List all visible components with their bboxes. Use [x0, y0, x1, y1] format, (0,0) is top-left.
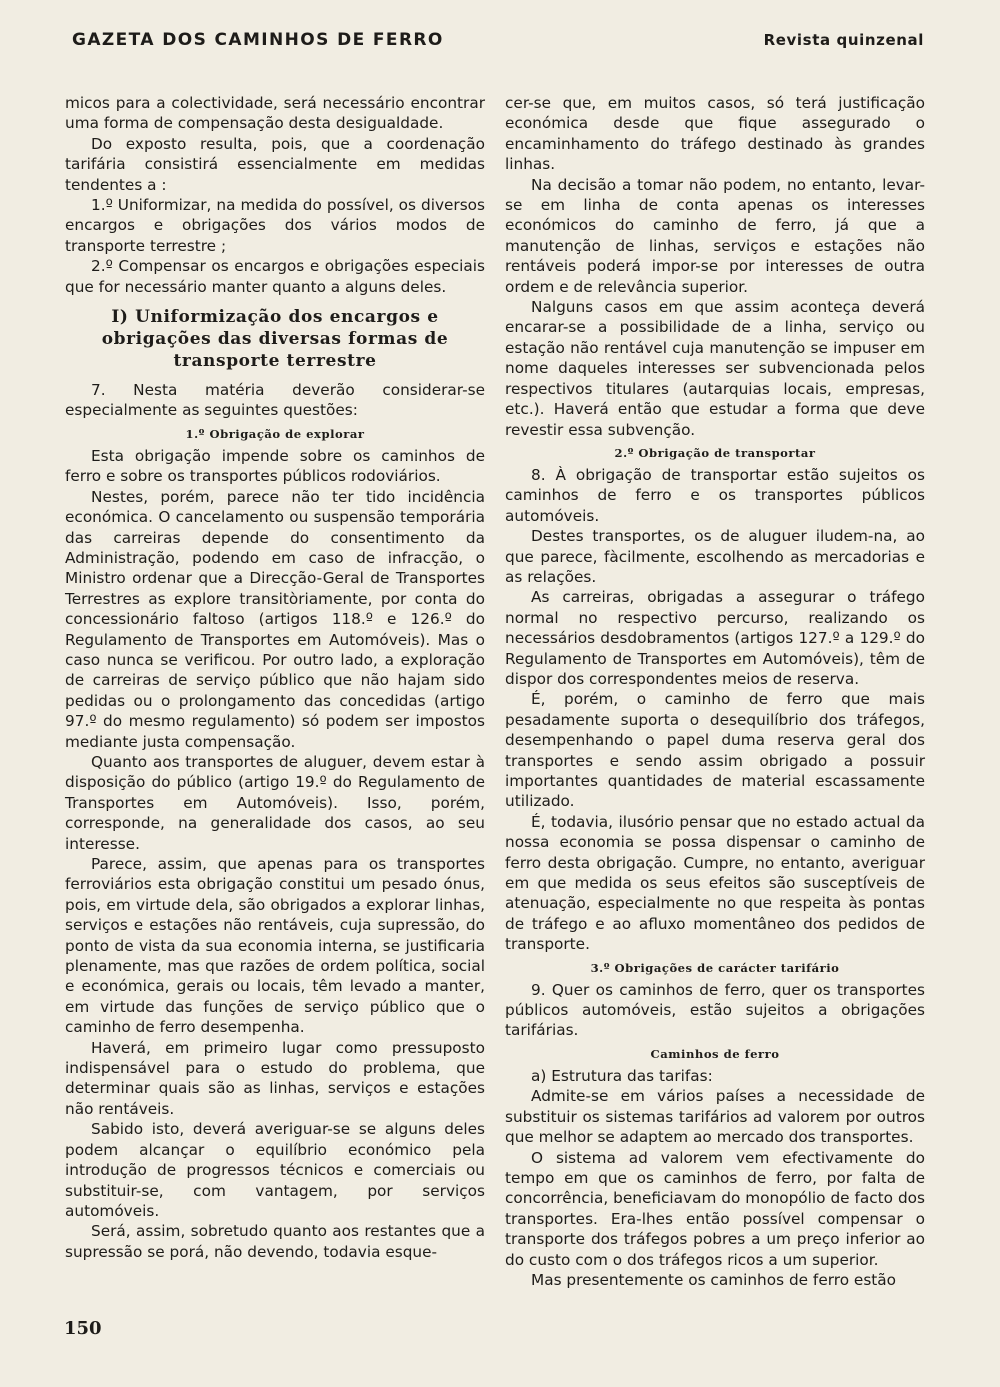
paragraph: É, porém, o caminho de ferro que mais pesadamente suporta o desequilíbrio dos tráfegos, desempenhando o papel duma reserva geral dos transportes e sendo assim obrigado a possuir importantes quantidades de material escassamente utilizado.: [505, 690, 925, 811]
paragraph: As carreiras, obrigadas a assegurar o tráfego normal no respectivo percurso, realizando os necessários desdobramentos (artigos 127.º a 129.º do Regulamento de Transportes em Automóveis), têm de dispor dos correspondentes meios de reserva.: [505, 588, 925, 688]
paragraph: Sabido isto, deverá averiguar-se se alguns deles podem alcançar o equilíbrio económico pela introdução de progressos técnicos e comerciais ou substituir-se, com vantagem, por serviços automóveis.: [65, 1120, 485, 1220]
paragraph: 8. À obrigação de transportar estão sujeitos os caminhos de ferro e os transportes públicos automóveis.: [505, 465, 925, 525]
paragraph: Haverá, em primeiro lugar como pressuposto indispensável para o estudo do problema, que determinar quais são as linhas, serviços e estações não rentáveis.: [65, 1038, 485, 1118]
running-header: [72, 30, 924, 60]
paragraph: Parece, assim, que apenas para os transportes ferroviários esta obrigação constitui um pesado ónus, pois, em virtude dela, são obrigados a explorar linhas, serviços e estações não rentáveis, cuja supressão, do ponto de vista da sua economia interna, se justificaria plenamente, mas que razões de ordem política, social e económica, gerais ou locais, têm levado a manter, em virtude das funções de serviço público que o caminho de ferro desempenha.: [65, 855, 485, 1037]
paragraph: Esta obrigação impende sobre os caminhos de ferro e sobre os transportes públicos rodoviários.: [65, 446, 485, 486]
paragraph: É, todavia, ilusório pensar que no estado actual da nossa economia se possa dispensar o caminho de ferro desta obrigação. Cumpre, no entanto, averiguar em que medida os seus efeitos são susceptíveis de atenuação, especialmente no que respeita às pontas de tráfego e ao afluxo momentâneo dos pedidos de transporte.: [505, 812, 925, 954]
paragraph: Nestes, porém, parece não ter tido incidência económica. O cancelamento ou suspensão temporária das carreiras depende do consentimento da Administração, podendo em caso de infracção, o Ministro ordenar que a Direcção-Geral de Transportes Terrestres as explore transitòriamente, por conta do concessionário faltoso (artigos 118.º e 126.º do Regulamento de Transportes em Automóveis). Mas o caso nunca se verificou. Por outro lado, a exploração de carreiras de serviço público que não hajam sido pedidas ou o prolongamento das concedidas (artigo 97.º do mesmo regulamento) só podem ser impostos mediante justa compensação.: [65, 487, 485, 751]
paragraph: 2.º Compensar os encargos e obrigações especiais que for necessário manter quanto a alguns deles.: [65, 257, 485, 296]
page-number: 150: [64, 1318, 102, 1339]
paragraph: Admite-se em vários países a necessidade de substituir os sistemas tarifários ad valorem por outros que melhor se adaptem ao mercado dos transportes.: [505, 1087, 925, 1147]
paragraph: 9. Quer os caminhos de ferro, quer os transportes públicos automóveis, estão sujeitos a obrigações tarifárias.: [505, 980, 925, 1040]
paragraph: a) Estrutura das tarifas:: [531, 1066, 713, 1085]
paragraph: 1.º Uniformizar, na medida do possível, os diversos encargos e obrigações dos vários modos de transporte terrestre ;: [65, 196, 485, 255]
subsection-heading: Caminhos de ferro: [650, 1046, 780, 1061]
journal-title: GAZETA DOS CAMINHOS DE FERRO: [72, 30, 444, 50]
paragraph: Será, assim, sobretudo quanto aos restantes que a supressão se porá, não devendo, todavia esque-: [65, 1222, 485, 1261]
section-heading: I) Uniformização dos encargos e obrigações das diversas formas de transporte terrestre: [101, 307, 449, 372]
left-column: [65, 93, 485, 1262]
paragraph: Do exposto resulta, pois, que a coordenação tarifária consistirá essencialmente em medidas tendentes a :: [65, 134, 485, 194]
paragraph: Mas presentemente os caminhos de ferro estão: [531, 1270, 897, 1289]
subsection-heading: 2.º Obrigação de transportar: [614, 445, 816, 460]
paragraph: cer-se que, em muitos casos, só terá justificação económica desde que fique assegurado o encaminhamento do tráfego destinado às grandes linhas.: [505, 94, 925, 174]
paragraph: Na decisão a tomar não podem, no entanto, levar-se em linha de conta apenas os interesses económicos do caminho de ferro, já que a manutenção de linhas, serviços e estações não rentáveis poderá impor-se por interesses de outra ordem e de relevância superior.: [505, 175, 925, 296]
paragraph: Quanto aos transportes de aluguer, devem estar à disposição do público (artigo 19.º do Regulamento de Transportes em Automóveis). Isso, porém, corresponde, na generalidade dos casos, ao seu interesse.: [65, 752, 485, 853]
subsection-heading: 3.º Obrigações de carácter tarifário: [590, 960, 840, 975]
paragraph: micos para a colectividade, será necessário encontrar uma forma de compensação desta desigualdade.: [65, 94, 485, 133]
paragraph: Nalguns casos em que assim aconteça deverá encarar-se a possibilidade de a linha, serviço ou estação não rentável cuja manutenção se impuser em nome daqueles interesses ser subvencionada pelos respectivos titulares (autarquias locais, empresas, etc.). Haverá então que estudar a forma que deve revestir essa subvenção.: [505, 298, 925, 439]
paragraph: Destes transportes, os de aluguer iludem-na, ao que parece, fàcilmente, escolhendo as mercadorias e as relações.: [505, 527, 925, 586]
journal-subtitle: Revista quinzenal: [763, 31, 924, 49]
subsection-heading: 1.º Obrigação de explorar: [185, 426, 365, 441]
paragraph: O sistema ad valorem vem efectivamente do tempo em que os caminhos de ferro, por falta de concorrência, beneficiavam do monopólio de facto dos transportes. Era-lhes então possível compensar o transporte dos tráfegos pobres a um preço inferior ao do custo com o dos tráfegos ricos a um superior.: [505, 1148, 925, 1269]
right-column: [505, 93, 925, 1290]
paragraph: 7. Nesta matéria deverão considerar-se especialmente as seguintes questões:: [65, 381, 485, 420]
